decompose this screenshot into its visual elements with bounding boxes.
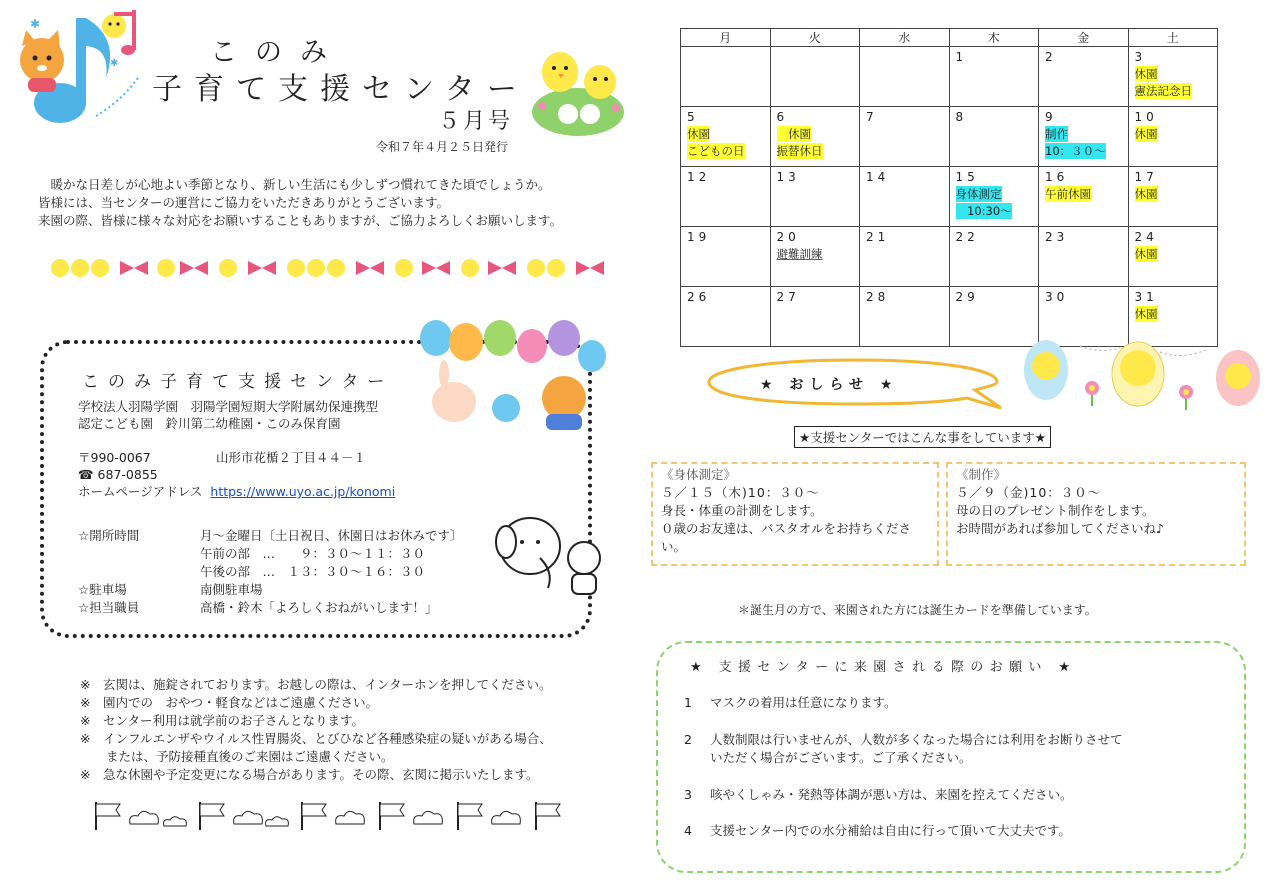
chick-icon [461, 259, 479, 277]
panel-line: 母の日のプレゼント制作をします。 [956, 503, 1155, 518]
chick-icon [71, 259, 89, 277]
day-number: 31 [1134, 290, 1158, 304]
chick-icon [527, 259, 545, 277]
chick-icon [51, 259, 69, 277]
calendar-day-cell [860, 227, 950, 287]
balloon-icon [578, 340, 606, 372]
carp-flag-cloud-border [90, 800, 570, 832]
calendar-week-row [681, 47, 1218, 107]
birthday-note: ＊誕生月の方で、来園された方には誕生カードを準備しています。 [738, 603, 1097, 617]
calendar-day-cell [681, 47, 771, 107]
elephant-icon [496, 518, 560, 588]
calendar-day-cell [1128, 167, 1218, 227]
calendar-event: 制作 [1045, 127, 1068, 141]
ribbon-icon [248, 261, 276, 275]
day-number: 15 [955, 170, 979, 184]
request-item [684, 822, 1071, 840]
activity-panel-measurement [651, 462, 939, 566]
weekday-header: 木 [949, 29, 1039, 47]
day-number: 27 [776, 290, 800, 304]
day-number: 6 [776, 110, 789, 124]
request-text: 人数制限は行いませんが、人数が多くなった場合には利用をお断りさせて [710, 732, 1123, 747]
chick-icon [584, 65, 616, 99]
day-number: 28 [866, 290, 890, 304]
request-number: 1 [684, 695, 692, 710]
day-number: 7 [866, 110, 878, 124]
day-number: 22 [955, 230, 979, 244]
day-number: 13 [776, 170, 800, 184]
homepage-link[interactable]: https://www.uyo.ac.jp/konomi [210, 484, 396, 499]
day-number: 17 [1134, 170, 1158, 184]
calendar-day-cell [770, 107, 860, 167]
calendar-day-cell [949, 167, 1039, 227]
day-number: 3 [1134, 50, 1147, 64]
calendar-day-cell [860, 167, 950, 227]
morning-hours: 午前の部 … ９：３０～１１：３０ [200, 546, 426, 561]
staff-row [78, 599, 463, 617]
chick-icon [287, 259, 305, 277]
balloon-icon [548, 320, 580, 356]
calendar-day-cell [1128, 227, 1218, 287]
chick-icon [219, 259, 237, 277]
ribbon-icon [576, 261, 604, 275]
calendar-day-cell [1128, 47, 1218, 107]
calendar-event: 午前休園 [1045, 187, 1091, 201]
carp-flag-icon [458, 802, 482, 830]
oshirase-title: ★ おしらせ ★ [760, 377, 899, 393]
cloud-icon [234, 811, 263, 824]
chick-icon [102, 14, 126, 38]
intro-line: 暖かな日差しが心地よい季節となり、新しい生活にも少しずつ慣れてきた頃でしょうか。 [50, 177, 551, 192]
org-line: 認定こども園 鈴川第二幼稚園・このみ保育園 [78, 416, 341, 431]
intro-text [38, 176, 618, 230]
day-number: 19 [687, 230, 711, 244]
day-number: 16 [1045, 170, 1069, 184]
calendar-day-cell [1128, 107, 1218, 167]
note-item: ※ 玄関は、施錠されております。お越しの際は、インターホンを押してください。 [80, 677, 552, 692]
hours-value: 月～金曜日〔土日祝日、休園日はお休みです〕 [200, 528, 463, 543]
cloud-icon [164, 817, 187, 826]
day-number: 21 [866, 230, 890, 244]
calendar-event: 休園 [1134, 187, 1158, 201]
panel-date: ５／９（金)10：３０～ [956, 485, 1102, 500]
note-item-continued: または、予防接種直後のご来園はご遠慮ください。 [106, 749, 394, 764]
calendar-event: 避難訓練 [776, 247, 823, 261]
intro-line: 皆様には、当センターの運営にご協力をいただきありがとうございます。 [38, 195, 450, 210]
calendar-day-cell [1039, 107, 1129, 167]
request-number: 2 [684, 732, 692, 747]
request-item [684, 694, 897, 712]
address: 山形市花楯２丁目４４－１ [216, 450, 367, 465]
balloon-animals-illustration [414, 316, 614, 434]
day-number: 23 [1045, 230, 1069, 244]
afternoon-row [78, 563, 463, 581]
calendar-event: 憲法記念日 [1134, 84, 1192, 98]
calendar-event: 休園 [1134, 127, 1158, 141]
notes-list [80, 676, 552, 784]
panel-title: 《制作》 [956, 467, 1007, 482]
carp-flag-icon [380, 802, 404, 830]
weekday-header: 火 [770, 29, 860, 47]
chick-icon [542, 52, 578, 92]
flower-icon [1085, 381, 1099, 406]
calendar-day-cell [860, 287, 950, 347]
cloud-icon [336, 811, 365, 824]
publication-date: 令和７年４月２５日発行 [376, 140, 509, 154]
calendar-event: 休園 [1134, 67, 1158, 81]
request-number: 4 [684, 823, 692, 838]
calendar-day-cell [1039, 167, 1129, 227]
issue-label: ５月号 [438, 109, 514, 134]
cloud-icon [492, 811, 521, 824]
parking-row [78, 581, 463, 599]
hours-section [78, 527, 463, 617]
note-item: ※ インフルエンザやウイルス性胃腸炎、とびひなど各種感染症の疑いがある場合、 [80, 731, 552, 746]
calendar-event: 休園 [1134, 247, 1158, 261]
balloon-icon [449, 323, 483, 361]
small-animal-icon [492, 394, 520, 422]
cloud-icon [266, 817, 289, 826]
center-name: このみ子育て支援センター [82, 372, 394, 392]
panel-line: ０歳のお友達は、バスタオルをお持ちくださ [661, 521, 912, 536]
homepage-row [78, 483, 395, 500]
cat-music-illustration [10, 8, 150, 133]
staff-value: 高橋・鈴木「よろしくおねがいします！」 [200, 600, 438, 615]
request-item [684, 731, 1123, 767]
day-number: 5 [687, 110, 699, 124]
day-number: 9 [1045, 110, 1057, 124]
carp-flag-icon [302, 802, 326, 830]
ribbon-icon [120, 261, 148, 275]
rabbit-icon [432, 360, 476, 422]
chick-icon [327, 259, 345, 277]
chick-icon [157, 259, 175, 277]
day-number: 30 [1045, 290, 1069, 304]
phone: ☎ 687-0855 [78, 467, 158, 482]
day-number: 2 [1045, 50, 1057, 64]
panel-line: お時間があれば参加してくださいね♪ [956, 521, 1164, 536]
panel-line: い。 [661, 539, 687, 554]
calendar-event: 休園 [687, 127, 710, 141]
ribbon-icon [356, 261, 384, 275]
activities-heading: ★支援センターではこんな事をしています★ [794, 426, 1051, 448]
day-number: 26 [687, 290, 711, 304]
chicks-wheel-illustration [528, 44, 628, 139]
calendar-day-cell [949, 47, 1039, 107]
activity-panel-crafts [946, 462, 1246, 566]
chick-ribbon-border [48, 255, 618, 281]
weekday-header: 月 [681, 29, 771, 47]
chick-icon [307, 259, 325, 277]
calendar-weekday-row [681, 29, 1218, 47]
day-number: 1 [955, 50, 968, 64]
elephant-child-illustration [492, 506, 612, 602]
note-item: ※ センター利用は就学前のお子さんとなります。 [80, 713, 364, 728]
staff-label: ☆担当職員 [78, 600, 140, 615]
chick-icon [547, 259, 565, 277]
calendar-day-cell [681, 167, 771, 227]
afternoon-hours: 午後の部 … １３：３０～１６：３０ [200, 564, 426, 579]
day-number: 20 [776, 230, 800, 244]
calendar-week-row [681, 107, 1218, 167]
calendar-event: 身体測定 [955, 187, 1002, 201]
request-item [684, 786, 1073, 804]
calendar-event: 10:30～ [955, 204, 1012, 218]
flower-icon [1179, 385, 1193, 410]
day-number: 24 [1134, 230, 1158, 244]
postal-code: 〒990-0067 [78, 450, 151, 465]
calendar-day-cell [681, 287, 771, 347]
panel-title: 《身体測定》 [661, 467, 737, 482]
request-text: 支援センター内での水分補給は自由に行って頂いて大丈夫です。 [710, 823, 1072, 838]
request-text-continued: いただく場合がございます。ご了承ください。 [710, 750, 972, 765]
calendar-day-cell [681, 227, 771, 287]
calendar-day-cell [770, 167, 860, 227]
address-row [78, 449, 395, 466]
calendar-event: 振替休日 [776, 144, 823, 158]
day-number: 10 [1134, 110, 1158, 124]
calendar-day-cell [770, 287, 860, 347]
weekday-header: 土 [1128, 29, 1218, 47]
title-line1: このみ [210, 37, 345, 68]
carp-flag-icon [536, 802, 560, 830]
carp-flag-icon [96, 802, 120, 830]
calendar-event: 10：３０～ [1045, 144, 1106, 158]
calendar-event: こどもの日 [687, 144, 745, 158]
title-line2: 子育て支援センター [152, 72, 529, 107]
homepage-label: ホームページアドレス [78, 484, 203, 499]
balloon-icon [484, 320, 516, 356]
calendar-day-cell [770, 227, 860, 287]
calendar-week-row [681, 167, 1218, 227]
balloon-icon [420, 320, 452, 356]
egg-chick-icon [1112, 342, 1164, 406]
calendar-event: 休園 [1134, 307, 1158, 321]
note-item: ※ 園内での おやつ・軽食などはご遠慮ください。 [80, 695, 378, 710]
morning-row [78, 545, 463, 563]
hours-row [78, 527, 463, 545]
carp-flag-icon [200, 802, 224, 830]
cat-icon [20, 30, 64, 92]
calendar-day-cell [860, 107, 950, 167]
calendar-day-cell [770, 47, 860, 107]
child-icon [568, 542, 600, 594]
calendar-day-cell [681, 107, 771, 167]
intro-line: 来園の際、皆様に様々な対応をお願いすることもありますが、ご協力よろしくお願いします。 [38, 213, 563, 228]
parking-value: 南側駐車場 [200, 582, 263, 597]
cloud-icon [130, 811, 159, 824]
day-number: 12 [687, 170, 711, 184]
ribbon-icon [488, 261, 516, 275]
egg-chicks-illustration [1020, 326, 1265, 416]
day-number: 14 [866, 170, 890, 184]
request-text: 咳やくしゃみ・発熱等体調が悪い方は、来園を控えてください。 [710, 787, 1073, 802]
svg-text:✱: ✱ [30, 17, 41, 31]
balloon-icon [517, 329, 547, 363]
center-details [78, 398, 395, 500]
bear-icon [542, 376, 586, 430]
svg-text:✱: ✱ [110, 58, 119, 69]
weekday-header: 水 [860, 29, 950, 47]
hours-label: ☆開所時間 [78, 528, 140, 543]
note-item: ※ 急な休園や予定変更になる場合があります。その際、玄関に掲示いたします。 [80, 767, 539, 782]
request-number: 3 [684, 787, 692, 802]
weekday-header: 金 [1039, 29, 1129, 47]
calendar-day-cell [949, 227, 1039, 287]
may-calendar [680, 28, 1218, 347]
egg-chick-icon [1216, 350, 1260, 406]
requests-title: ★ 支援センターに来園される際のお願い ★ [690, 660, 1077, 675]
ribbon-icon [422, 261, 450, 275]
calendar-day-cell [949, 107, 1039, 167]
request-text: マスクの着用は任意になります。 [710, 695, 897, 710]
calendar-week-row [681, 227, 1218, 287]
chick-icon [91, 259, 109, 277]
day-number: 8 [955, 110, 968, 124]
chick-icon [395, 259, 413, 277]
calendar-day-cell [1039, 227, 1129, 287]
calendar-day-cell [860, 47, 950, 107]
parking-label: ☆駐車場 [78, 582, 127, 597]
egg-chick-icon [1024, 340, 1068, 400]
ribbon-icon [180, 261, 208, 275]
panel-date: ５／１５（木)10：３０～ [661, 485, 820, 500]
day-number: 29 [955, 290, 979, 304]
org-line: 学校法人羽陽学園 羽陽学園短期大学附属幼保連携型 [78, 399, 379, 414]
cloud-icon [414, 811, 443, 824]
panel-line: 身長・体重の計測をします。 [661, 503, 823, 518]
calendar-day-cell [1039, 47, 1129, 107]
calendar-event: 休園 [776, 127, 811, 141]
